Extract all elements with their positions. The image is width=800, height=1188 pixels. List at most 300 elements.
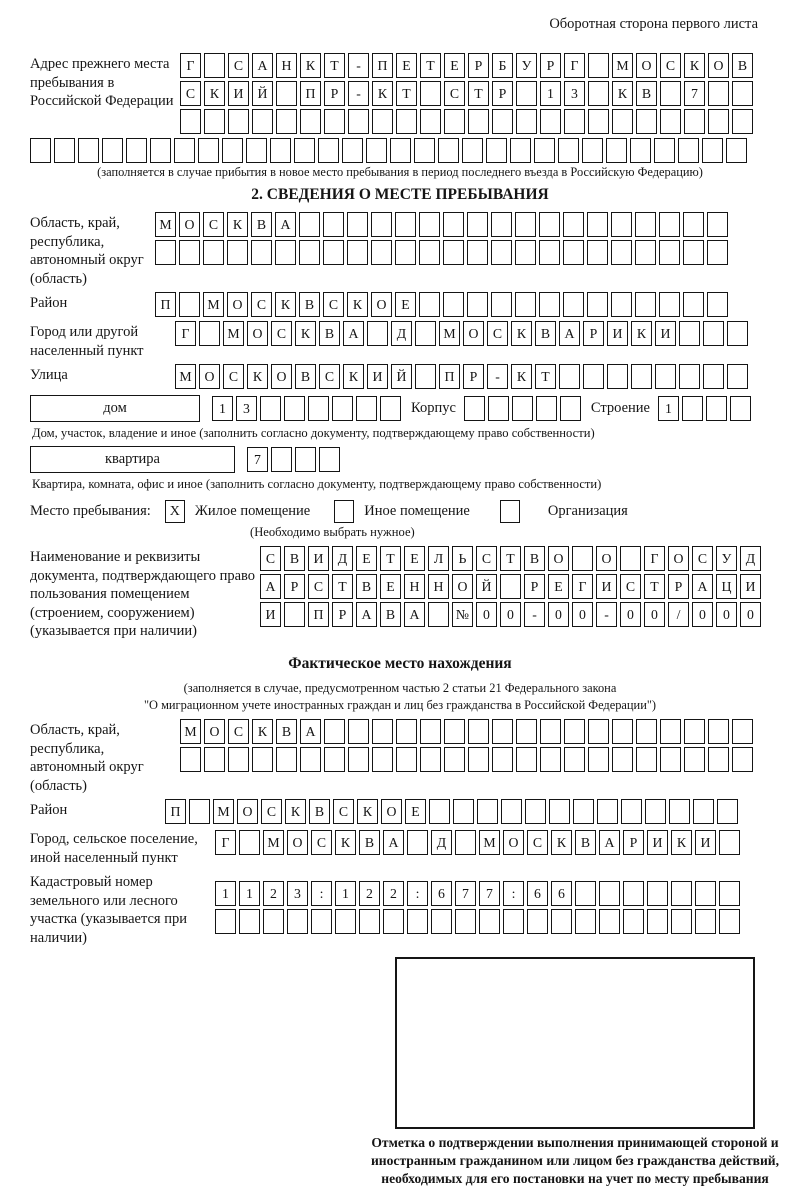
- grid-cell: [367, 321, 388, 346]
- region-block: [30, 212, 770, 288]
- house-block: [30, 395, 770, 422]
- grid-cell: [324, 719, 345, 744]
- grid-cell: Е: [404, 546, 425, 571]
- grid-cell: 1: [658, 396, 679, 421]
- grid-cell: 0: [548, 602, 569, 627]
- grid-cell: [558, 138, 579, 163]
- grid-cell: Р: [540, 53, 561, 78]
- grid-cell: [419, 212, 440, 237]
- grid-cell: С: [660, 53, 681, 78]
- grid-cell: К: [511, 321, 532, 346]
- grid-cell: [549, 799, 570, 824]
- grid-cell: К: [204, 81, 225, 106]
- grid-cell: [276, 81, 297, 106]
- grid-cell: [486, 138, 507, 163]
- grid-cell: [583, 364, 604, 389]
- apartment-block: [30, 446, 770, 473]
- grid-cell: [695, 909, 716, 934]
- prev-address-note: (заполняется в случае прибытия в новое место пребывания в период последнего въезда в Российскую Федерацию): [97, 165, 703, 179]
- grid-cell: [294, 138, 315, 163]
- grid-cell: Р: [524, 574, 545, 599]
- grid-cell: А: [383, 830, 404, 855]
- grid-cell: Т: [324, 53, 345, 78]
- grid-cell: [347, 212, 368, 237]
- prev-address-grid: [180, 53, 753, 134]
- stamp-block: [365, 957, 785, 1188]
- grid-cell: [587, 212, 608, 237]
- doc-basis-row-2: [260, 574, 761, 599]
- grid-cell: [300, 747, 321, 772]
- grid-cell: С: [251, 292, 272, 317]
- grid-cell: [707, 212, 728, 237]
- grid-cell: О: [708, 53, 729, 78]
- grid-cell: И: [308, 546, 329, 571]
- grid-cell: [407, 909, 428, 934]
- grid-cell: [455, 909, 476, 934]
- actual-region-block: [30, 719, 770, 795]
- grid-cell: 6: [527, 881, 548, 906]
- grid-cell: [324, 109, 345, 134]
- grid-cell: Н: [428, 574, 449, 599]
- grid-cell: [630, 138, 651, 163]
- grid-cell: [572, 546, 593, 571]
- grid-cell: [501, 799, 522, 824]
- grid-cell: [684, 719, 705, 744]
- actual-location-note-1: (заполняется в случае, предусмотренном частью 2 статьи 21 Федерального закона: [183, 681, 617, 696]
- grid-cell: Г: [180, 53, 201, 78]
- grid-cell: [660, 109, 681, 134]
- grid-cell: Г: [564, 53, 585, 78]
- grid-cell: [189, 799, 210, 824]
- grid-cell: [647, 909, 668, 934]
- grid-cell: [260, 396, 281, 421]
- grid-cell: [563, 292, 584, 317]
- grid-cell: 2: [383, 881, 404, 906]
- grid-cell: [693, 799, 714, 824]
- grid-cell: К: [684, 53, 705, 78]
- grid-cell: [635, 292, 656, 317]
- grid-cell: Д: [332, 546, 353, 571]
- stay-type-label: Место пребывания:: [30, 503, 151, 520]
- grid-cell: 3: [236, 396, 257, 421]
- grid-cell: [318, 138, 339, 163]
- grid-cell: :: [311, 881, 332, 906]
- grid-cell: [654, 138, 675, 163]
- grid-cell: №: [452, 602, 473, 627]
- checkbox-organization: [500, 500, 520, 523]
- grid-cell: Г: [175, 321, 196, 346]
- grid-cell: М: [263, 830, 284, 855]
- grid-cell: [348, 719, 369, 744]
- grid-cell: [631, 364, 652, 389]
- checkbox-residential: X: [165, 500, 185, 523]
- grid-cell: [732, 747, 753, 772]
- doc-basis-grid: [260, 546, 761, 627]
- grid-cell: [515, 212, 536, 237]
- grid-cell: В: [276, 719, 297, 744]
- grid-cell: [539, 240, 560, 265]
- grid-cell: [438, 138, 459, 163]
- grid-cell: О: [668, 546, 689, 571]
- grid-cell: [419, 240, 440, 265]
- grid-cell: Г: [215, 830, 236, 855]
- grid-cell: А: [252, 53, 273, 78]
- grid-cell: [635, 240, 656, 265]
- grid-cell: [311, 909, 332, 934]
- grid-cell: :: [503, 881, 524, 906]
- district-label: Район: [30, 295, 68, 312]
- grid-cell: Т: [332, 574, 353, 599]
- region-label: Область, край, республика, автономный округ (область): [30, 215, 144, 287]
- grid-cell: [588, 109, 609, 134]
- grid-cell: [655, 364, 676, 389]
- grid-cell: [575, 881, 596, 906]
- grid-cell: 6: [431, 881, 452, 906]
- grid-cell: [467, 292, 488, 317]
- grid-cell: К: [252, 719, 273, 744]
- grid-cell: И: [647, 830, 668, 855]
- grid-cell: Е: [548, 574, 569, 599]
- grid-cell: С: [333, 799, 354, 824]
- grid-cell: [252, 109, 273, 134]
- grid-cell: Й: [476, 574, 497, 599]
- grid-cell: [635, 212, 656, 237]
- grid-cell: [335, 909, 356, 934]
- grid-cell: [488, 396, 509, 421]
- actual-region-row-1: [180, 719, 753, 744]
- grid-cell: [708, 81, 729, 106]
- actual-city-label: Город, сельское поселение, иной населенный пункт: [30, 831, 198, 866]
- grid-cell: [468, 109, 489, 134]
- grid-cell: [284, 602, 305, 627]
- grid-cell: И: [260, 602, 281, 627]
- grid-cell: 0: [620, 602, 641, 627]
- prev-address-label: Адрес прежнего места пребывания в Российской Федерации: [30, 56, 174, 110]
- grid-cell: И: [740, 574, 761, 599]
- grid-cell: [263, 909, 284, 934]
- grid-cell: К: [285, 799, 306, 824]
- grid-cell: Р: [668, 574, 689, 599]
- grid-cell: [525, 799, 546, 824]
- grid-cell: 0: [500, 602, 521, 627]
- city-block: [30, 321, 770, 360]
- grid-cell: [707, 240, 728, 265]
- grid-cell: [204, 109, 225, 134]
- grid-cell: :: [407, 881, 428, 906]
- grid-cell: С: [271, 321, 292, 346]
- grid-cell: А: [260, 574, 281, 599]
- grid-cell: [215, 909, 236, 934]
- grid-cell: Т: [468, 81, 489, 106]
- grid-cell: [395, 212, 416, 237]
- page-corner-note: Оборотная сторона первого листа: [549, 16, 758, 32]
- grid-cell: С: [228, 53, 249, 78]
- grid-cell: [204, 53, 225, 78]
- grid-cell: 1: [540, 81, 561, 106]
- grid-cell: [621, 799, 642, 824]
- grid-cell: [564, 719, 585, 744]
- grid-cell: Ц: [716, 574, 737, 599]
- district-block: [30, 292, 770, 317]
- grid-cell: [732, 109, 753, 134]
- grid-cell: [179, 292, 200, 317]
- grid-cell: [464, 396, 485, 421]
- grid-cell: 0: [716, 602, 737, 627]
- stay-type-block: [30, 500, 770, 523]
- grid-cell: [587, 240, 608, 265]
- grid-cell: [420, 109, 441, 134]
- grid-cell: [516, 81, 537, 106]
- grid-cell: [284, 396, 305, 421]
- grid-cell: К: [551, 830, 572, 855]
- grid-cell: С: [228, 719, 249, 744]
- option-organization-label: Организация: [547, 503, 628, 520]
- grid-cell: В: [732, 53, 753, 78]
- grid-cell: 1: [212, 396, 233, 421]
- grid-cell: [54, 138, 75, 163]
- grid-cell: [695, 881, 716, 906]
- grid-cell: Т: [420, 53, 441, 78]
- grid-cell: С: [311, 830, 332, 855]
- grid-cell: П: [308, 602, 329, 627]
- stroenie-label: Строение: [590, 400, 650, 417]
- grid-cell: К: [357, 799, 378, 824]
- grid-cell: [276, 109, 297, 134]
- grid-cell: [582, 138, 603, 163]
- grid-cell: [78, 138, 99, 163]
- grid-cell: Ь: [452, 546, 473, 571]
- grid-cell: В: [284, 546, 305, 571]
- grid-cell: С: [319, 364, 340, 389]
- grid-cell: [727, 321, 748, 346]
- grid-cell: [444, 109, 465, 134]
- grid-cell: С: [203, 212, 224, 237]
- grid-cell: [707, 292, 728, 317]
- grid-cell: [563, 212, 584, 237]
- grid-cell: К: [227, 212, 248, 237]
- grid-cell: К: [335, 830, 356, 855]
- grid-cell: [599, 909, 620, 934]
- grid-cell: М: [612, 53, 633, 78]
- grid-cell: [636, 109, 657, 134]
- grid-cell: [623, 881, 644, 906]
- grid-cell: [732, 719, 753, 744]
- grid-cell: К: [671, 830, 692, 855]
- grid-cell: [730, 396, 751, 421]
- cadastral-block: [30, 871, 770, 947]
- grid-cell: [732, 81, 753, 106]
- grid-cell: [559, 364, 580, 389]
- grid-cell: [477, 799, 498, 824]
- grid-cell: [415, 321, 436, 346]
- grid-cell: А: [404, 602, 425, 627]
- grid-cell: [372, 109, 393, 134]
- grid-cell: А: [300, 719, 321, 744]
- grid-cell: [719, 830, 740, 855]
- grid-cell: [563, 240, 584, 265]
- grid-cell: О: [204, 719, 225, 744]
- grid-cell: [246, 138, 267, 163]
- grid-cell: В: [636, 81, 657, 106]
- grid-cell: К: [631, 321, 652, 346]
- grid-cell: [573, 799, 594, 824]
- actual-location-note-2: "О миграционном учете иностранных граждан и лиц без гражданства в Российской Федерации"): [143, 698, 657, 713]
- actual-district-block: [30, 799, 770, 824]
- prev-address-row-2: [180, 81, 753, 106]
- grid-cell: Д: [391, 321, 412, 346]
- grid-cell: О: [371, 292, 392, 317]
- district-row: [155, 292, 728, 317]
- grid-cell: [607, 364, 628, 389]
- grid-cell: [324, 747, 345, 772]
- street-row: [175, 364, 748, 389]
- grid-cell: 2: [359, 881, 380, 906]
- city-row: [175, 321, 748, 346]
- grid-cell: С: [527, 830, 548, 855]
- grid-cell: [180, 747, 201, 772]
- grid-cell: [348, 109, 369, 134]
- grid-cell: [660, 81, 681, 106]
- grid-cell: М: [203, 292, 224, 317]
- grid-cell: Т: [380, 546, 401, 571]
- grid-cell: [30, 138, 51, 163]
- grid-cell: [203, 240, 224, 265]
- grid-cell: [540, 747, 561, 772]
- city-label: Город или другой населенный пункт: [30, 324, 144, 359]
- grid-cell: К: [300, 53, 321, 78]
- option-other-premises-label: Иное помещение: [364, 503, 470, 520]
- grid-cell: Т: [644, 574, 665, 599]
- grid-cell: [455, 830, 476, 855]
- grid-cell: [539, 212, 560, 237]
- grid-cell: О: [548, 546, 569, 571]
- grid-cell: В: [319, 321, 340, 346]
- grid-cell: [453, 799, 474, 824]
- grid-cell: [612, 747, 633, 772]
- grid-cell: М: [223, 321, 244, 346]
- grid-cell: 3: [287, 881, 308, 906]
- grid-cell: [222, 138, 243, 163]
- grid-cell: М: [155, 212, 176, 237]
- actual-region-label: Область, край, республика, автономный округ (область): [30, 722, 144, 794]
- cadastral-label: Кадастровый номер земельного или лесного участка (указывается при наличии): [30, 874, 187, 946]
- grid-cell: [492, 109, 513, 134]
- grid-cell: [588, 747, 609, 772]
- grid-cell: [299, 212, 320, 237]
- grid-cell: Е: [356, 546, 377, 571]
- grid-cell: [491, 292, 512, 317]
- grid-cell: [516, 719, 537, 744]
- grid-cell: [492, 747, 513, 772]
- grid-cell: [679, 364, 700, 389]
- grid-cell: [467, 240, 488, 265]
- grid-cell: 1: [215, 881, 236, 906]
- grid-cell: [467, 212, 488, 237]
- grid-cell: -: [348, 53, 369, 78]
- grid-cell: [636, 719, 657, 744]
- grid-cell: Й: [252, 81, 273, 106]
- grid-cell: Р: [492, 81, 513, 106]
- grid-cell: [371, 212, 392, 237]
- grid-cell: Б: [492, 53, 513, 78]
- grid-cell: Н: [276, 53, 297, 78]
- grid-cell: [588, 81, 609, 106]
- grid-cell: [332, 396, 353, 421]
- cadastral-row-2: [215, 909, 740, 934]
- grid-cell: [414, 138, 435, 163]
- grid-cell: [126, 138, 147, 163]
- grid-cell: [239, 909, 260, 934]
- confirmation-stamp-box: [395, 957, 755, 1129]
- grid-cell: [319, 447, 340, 472]
- grid-cell: О: [596, 546, 617, 571]
- grid-cell: О: [463, 321, 484, 346]
- grid-cell: [383, 909, 404, 934]
- street-block: [30, 364, 770, 389]
- grid-cell: О: [199, 364, 220, 389]
- grid-cell: [428, 602, 449, 627]
- grid-cell: [659, 240, 680, 265]
- region-grid: [155, 212, 728, 265]
- grid-cell: [102, 138, 123, 163]
- grid-cell: С: [323, 292, 344, 317]
- grid-cell: [611, 212, 632, 237]
- grid-cell: [599, 881, 620, 906]
- grid-cell: Д: [431, 830, 452, 855]
- grid-cell: П: [300, 81, 321, 106]
- grid-cell: 1: [239, 881, 260, 906]
- grid-cell: С: [308, 574, 329, 599]
- grid-cell: [251, 240, 272, 265]
- house-number-cells: [212, 396, 401, 421]
- grid-cell: В: [251, 212, 272, 237]
- grid-cell: [348, 747, 369, 772]
- actual-district-row: [165, 799, 738, 824]
- grid-cell: 7: [684, 81, 705, 106]
- grid-cell: [299, 240, 320, 265]
- grid-cell: 3: [564, 81, 585, 106]
- grid-cell: К: [343, 364, 364, 389]
- grid-cell: И: [607, 321, 628, 346]
- grid-cell: [512, 396, 533, 421]
- grid-cell: [468, 747, 489, 772]
- grid-cell: [359, 909, 380, 934]
- grid-cell: К: [295, 321, 316, 346]
- grid-cell: [420, 81, 441, 106]
- grid-cell: 7: [479, 881, 500, 906]
- grid-cell: [647, 881, 668, 906]
- grid-cell: [491, 212, 512, 237]
- grid-cell: [199, 321, 220, 346]
- grid-cell: [575, 909, 596, 934]
- grid-cell: П: [372, 53, 393, 78]
- grid-cell: Е: [405, 799, 426, 824]
- grid-cell: [491, 240, 512, 265]
- grid-cell: И: [695, 830, 716, 855]
- grid-cell: М: [175, 364, 196, 389]
- grid-cell: [623, 909, 644, 934]
- grid-cell: [372, 719, 393, 744]
- grid-cell: [708, 109, 729, 134]
- grid-cell: [420, 747, 441, 772]
- grid-cell: О: [503, 830, 524, 855]
- grid-cell: В: [295, 364, 316, 389]
- grid-cell: [198, 138, 219, 163]
- grid-cell: И: [367, 364, 388, 389]
- grid-cell: А: [343, 321, 364, 346]
- grid-cell: К: [247, 364, 268, 389]
- grid-cell: С: [261, 799, 282, 824]
